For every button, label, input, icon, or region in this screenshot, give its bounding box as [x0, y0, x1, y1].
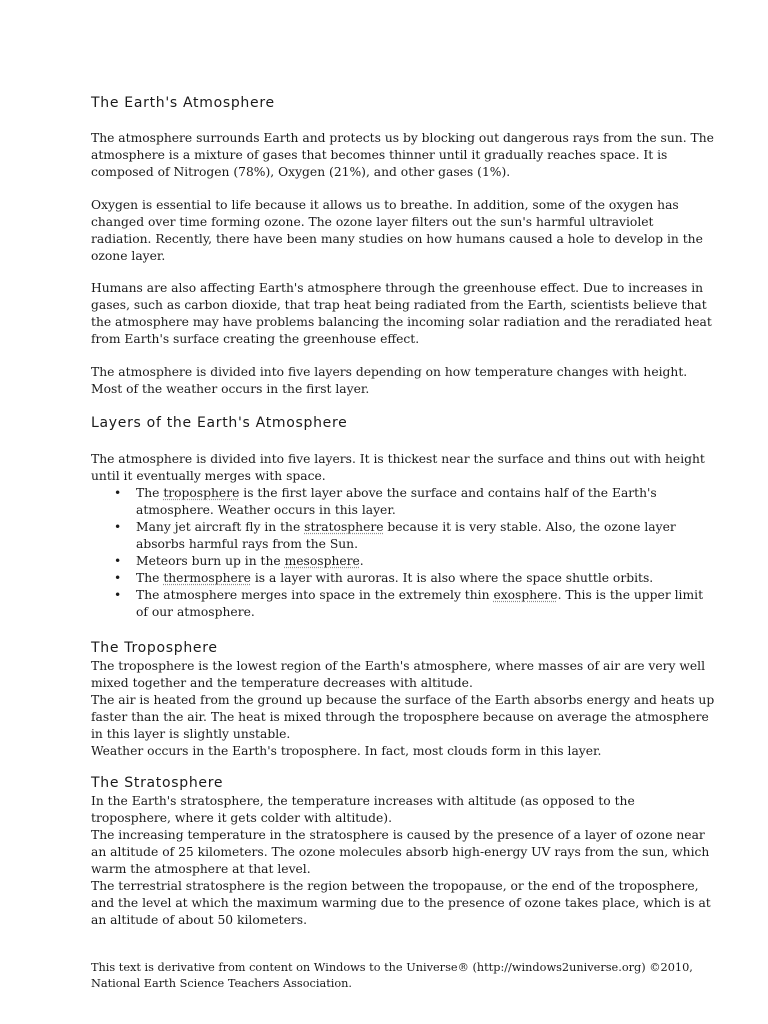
text-line: and the level at which the maximum warming due to the presence of ozone takes place, which is at [91, 896, 711, 910]
list-item-troposphere [91, 485, 691, 519]
troposphere-paragraph [91, 658, 715, 760]
term-mesosphere: mesosphere [284, 554, 360, 568]
text-line: composed of Nitrogen (78%), Oxygen (21%), and other gases (1%). [91, 165, 511, 179]
intro-paragraph-oxygen [91, 197, 703, 265]
layers-intro-paragraph [91, 451, 705, 485]
text-line: The air is heated from the ground up because the surface of the Earth absorbs energy and heats up [91, 693, 715, 707]
list-item-thermosphere [91, 570, 691, 587]
text-line: ozone layer. [91, 249, 166, 263]
text-line: The atmosphere is divided into five layers. It is thickest near the surface and thins out with height [91, 452, 705, 466]
text-fragment: The [136, 486, 164, 500]
bullet-marker: • [114, 571, 122, 585]
bullet-marker: • [114, 588, 122, 602]
text-fragment: is the first layer above the surface and contains half of the Earth's [239, 486, 657, 500]
intro-paragraph-greenhouse [91, 280, 712, 348]
attribution-footer [91, 960, 691, 991]
text-line: the atmosphere may have problems balancing the incoming solar radiation and the reradiated heat [91, 315, 712, 329]
text-line: The terrestrial stratosphere is the region between the tropopause, or the end of the troposphere, [91, 879, 699, 893]
text-line: mixed together and the temperature decreases with altitude. [91, 676, 473, 690]
text-line: In the Earth's stratosphere, the temperature increases with altitude (as opposed to the [91, 794, 635, 808]
text-line: warm the atmosphere at that level. [91, 862, 311, 876]
text-line: atmosphere is a mixture of gases that becomes thinner until it gradually reaches space. It is [91, 148, 668, 162]
page-title: The Earth's Atmosphere [91, 95, 275, 111]
intro-paragraph-composition [91, 130, 714, 181]
text-line: Most of the weather occurs in the first layer. [91, 382, 370, 396]
intro-paragraph-layers [91, 364, 691, 398]
text-fragment: is a layer with auroras. It is also where the space shuttle orbits. [250, 571, 654, 585]
document-page [91, 0, 715, 1024]
text-line: troposphere, where it gets colder with altitude). [91, 811, 392, 825]
text-line: The atmosphere surrounds Earth and protects us by blocking out dangerous rays from the sun. The [91, 131, 714, 145]
text-fragment: . [359, 554, 364, 568]
term-troposphere: troposphere [163, 486, 240, 500]
bullet-marker: • [114, 486, 122, 500]
text-fragment: . This is the upper limit [557, 588, 704, 602]
term-stratosphere: stratosphere [304, 520, 384, 534]
text-fragment: The atmosphere merges into space in the extremely thin [136, 588, 494, 602]
text-fragment: Meteors burn up in the [136, 554, 285, 568]
text-line: Weather occurs in the Earth's troposphere. In fact, most clouds form in this layer. [91, 744, 602, 758]
layers-heading: Layers of the Earth's Atmosphere [91, 415, 348, 431]
text-line: changed over time forming ozone. The ozone layer filters out the sun's harmful ultraviolet [91, 215, 654, 229]
text-line: This text is derivative from content on Windows to the Universe® (http://windows2universe.org) ©2010, [91, 961, 693, 974]
text-line: The atmosphere is divided into five layers depending on how temperature changes with height. [91, 365, 688, 379]
text-line: Humans are also affecting Earth's atmosphere through the greenhouse effect. Due to increases in [91, 281, 704, 295]
text-line: Oxygen is essential to life because it allows us to breathe. In addition, some of the oxygen has [91, 198, 679, 212]
text-line: from Earth's surface creating the greenhouse effect. [91, 332, 420, 346]
text-line: faster than the air. The heat is mixed through the troposphere because on average the atmosphere [91, 710, 709, 724]
text-line: gases, such as carbon dioxide, that trap heat being radiated from the Earth, scientists believe that [91, 298, 707, 312]
layers-list [91, 485, 704, 621]
list-item-exosphere [91, 587, 704, 621]
list-item-stratosphere [91, 519, 691, 553]
text-line: of our atmosphere. [136, 605, 255, 619]
text-fragment: The [136, 571, 164, 585]
list-item-mesosphere [91, 553, 691, 570]
text-line: absorbs harmful rays from the Sun. [136, 537, 358, 551]
text-line: an altitude of 25 kilometers. The ozone molecules absorb high-energy UV rays from the sun, which [91, 845, 710, 859]
text-line: National Earth Science Teachers Association. [91, 976, 353, 990]
stratosphere-heading: The Stratosphere [91, 775, 224, 791]
text-fragment: because it is very stable. Also, the ozone layer [383, 520, 676, 534]
text-line: until it eventually merges with space. [91, 469, 326, 483]
troposphere-heading: The Troposphere [91, 640, 218, 656]
text-line: The increasing temperature in the stratosphere is caused by the presence of a layer of ozone near [91, 828, 705, 842]
text-line: radiation. Recently, there have been many studies on how humans caused a hole to develop in the [91, 232, 703, 246]
term-exosphere: exosphere [493, 588, 558, 602]
stratosphere-paragraph [91, 793, 711, 929]
text-line: The troposphere is the lowest region of the Earth's atmosphere, where masses of air are very well [91, 659, 706, 673]
text-line: an altitude of about 50 kilometers. [91, 913, 307, 927]
text-fragment: Many jet aircraft fly in the [136, 520, 305, 534]
text-line: in this layer is slightly unstable. [91, 727, 291, 741]
bullet-marker: • [114, 554, 122, 568]
term-thermosphere: thermosphere [163, 571, 251, 585]
bullet-marker: • [114, 520, 122, 534]
text-line: atmosphere. Weather occurs in this layer. [136, 503, 396, 517]
